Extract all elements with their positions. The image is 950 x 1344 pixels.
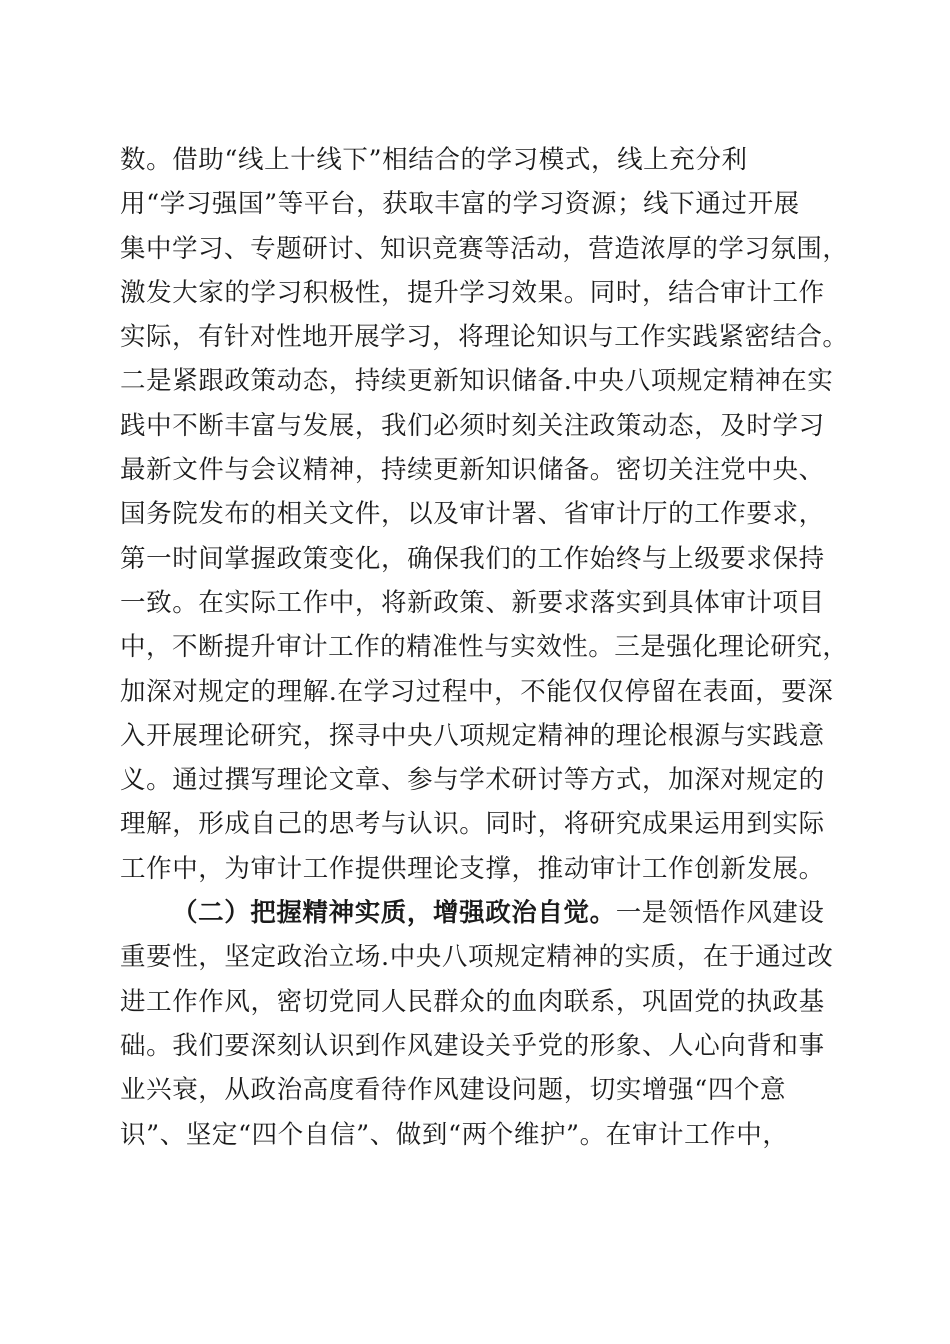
text-line: 用“学习强国”等平台，获取丰富的学习资源；线下通过开展 <box>120 189 800 220</box>
body-text <box>120 138 850 1157</box>
text-line: 业兴衰，从政治高度看待作风建设问题，切实增强“四个意 <box>120 1075 787 1106</box>
text-line: 义。通过撰写理论文章、参与学术研讨等方式，加深对规定的 <box>120 765 825 796</box>
text-line: 加深对规定的理解.在学习过程中，不能仅仅停留在表面，要深 <box>120 676 834 707</box>
text-line: 数。借助“线上十线下”相结合的学习模式，线上充分利 <box>120 145 748 175</box>
text-line: 识”、坚定“四个自信”、做到“两个维护”。在审计工作中， <box>120 1119 789 1150</box>
text-line: 工作中，为审计工作提供理论支撑，推动审计工作创新发展。 <box>120 853 825 884</box>
text-line: 二是紧跟政策动态，持续更新知识储备.中央八项规定精神在实 <box>120 366 834 397</box>
text-line: 激发大家的学习积极性，提升学习效果。同时，结合审计工作 <box>120 277 825 308</box>
text-line: 最新文件与会议精神，持续更新知识储备。密切关注党中央、 <box>120 455 825 486</box>
text-line: 理解，形成自己的思考与认识。同时，将研究成果运用到实际 <box>120 809 825 840</box>
text-line: 础。我们要深刻认识到作风建设关乎党的形象、人心向背和事 <box>120 1030 825 1061</box>
text-line: 国务院发布的相关文件，以及审计署、省审计厅的工作要求， <box>120 499 825 530</box>
section-heading-continuation: 一是领悟作风建设 <box>615 898 825 929</box>
text-line: 一致。在实际工作中，将新政策、新要求落实到具体审计项目 <box>120 587 825 618</box>
section-heading-line <box>120 891 850 935</box>
text-line: 践中不断丰富与发展，我们必须时刻关注政策动态，及时学习 <box>120 410 825 441</box>
text-line: 第一时间掌握政策变化，确保我们的工作始终与上级要求保持 <box>120 543 825 574</box>
section-heading: （二）把握精神实质，增强政治自觉。 <box>172 898 616 929</box>
text-line: 进工作作风，密切党同人民群众的血肉联系，巩固党的执政基 <box>120 986 825 1017</box>
text-line: 中，不断提升审计工作的精准性与实效性。三是强化理论研究， <box>120 632 849 663</box>
text-line: 实际，有针对性地开展学习，将理论知识与工作实践紧密结合。 <box>120 322 849 353</box>
text-line: 集中学习、专题研讨、知识竞赛等活动，营造浓厚的学习氛围， <box>120 233 849 264</box>
text-line: 重要性，坚定政治立场.中央八项规定精神的实质，在于通过改 <box>120 942 834 973</box>
text-line: 入开展理论研究，探寻中央八项规定精神的理论根源与实践意 <box>120 720 825 751</box>
